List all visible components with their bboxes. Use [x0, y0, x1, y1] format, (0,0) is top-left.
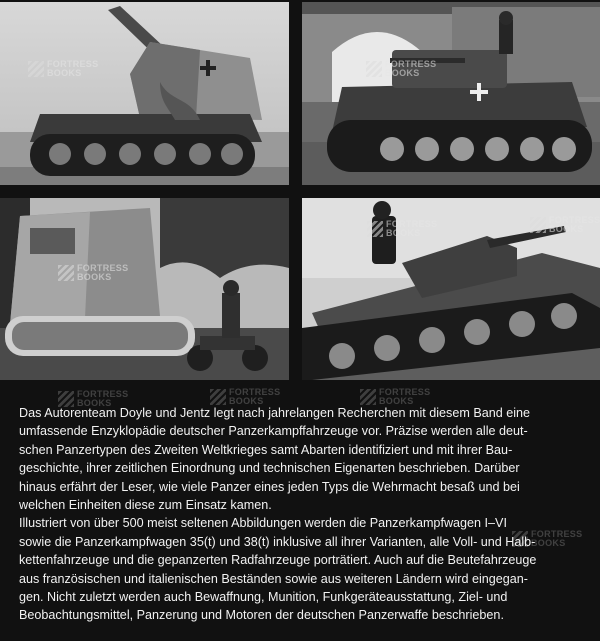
publisher-logo-icon [210, 389, 226, 405]
watermark-line2: BOOKS [229, 396, 264, 406]
watermark-line2: BOOKS [531, 538, 566, 548]
description-line: Das Autorenteam Doyle und Jentz legt nach jahrelangen Recherchen mit diesem Band eine [19, 406, 531, 420]
photo-tank-under-arch [302, 2, 600, 185]
watermark-line1: FORTRESS [531, 529, 583, 539]
arch-tank-image [302, 2, 600, 185]
book-description [19, 404, 587, 625]
watermark-line2: BOOKS [77, 398, 112, 408]
watermark-line1: FORTRESS [385, 59, 437, 69]
description-line: welchen Einheiten diese zum Einsatz kamen. [19, 498, 272, 513]
watermark-line2: BOOKS [379, 396, 414, 406]
watermark-line1: FORTRESS [229, 387, 281, 397]
photo-light-tank [302, 198, 600, 380]
howitzer-image [0, 2, 289, 185]
description-line: Beobachtungsmittel, Panzerung und Motoren der deutschen Panzerwaffe beschrieben. [19, 608, 504, 623]
watermark-line1: FORTRESS [47, 59, 99, 69]
watermark-line1: FORTRESS [549, 215, 600, 225]
publisher-logo-icon [360, 389, 376, 405]
description-line: aus französischen und italienischen Beständen sowie aus weiteren Ländern wird eingegan- [19, 571, 528, 586]
watermark-line1: FORTRESS [386, 219, 438, 229]
description-line: sowie die Panzerkampfwagen 35(t) und 38(t) inklusive all ihrer Varianten, alle Voll- und Halb- [19, 534, 536, 549]
watermark-line1: FORTRESS [77, 389, 129, 399]
description-line: Illustriert von über 500 meist seltenen Abbildungen werden die Panzerkampfwagen I–VI [19, 516, 507, 531]
description-line: umfassende Enzyklopädie deutscher Panzerkampffahrzeuge vor. Präzise werden alle deut- [19, 424, 528, 439]
watermark-line2: BOOKS [549, 224, 584, 234]
watermark-line1: FORTRESS [77, 263, 129, 273]
photo-self-propelled-howitzer [0, 2, 289, 185]
watermark-line1: FORTRESS [379, 387, 431, 397]
light-tank-image [302, 198, 600, 380]
watermark-line2: BOOKS [77, 272, 112, 282]
watermark-line2: BOOKS [385, 68, 420, 78]
photo-wrecked-assault-gun [0, 198, 289, 380]
description-line: gen. Nicht zuletzt werden auch Bewaffnung, Munition, Funkgeräteausstattung, Ziel- und [19, 590, 508, 605]
description-line: schen Panzertypen des Zweiten Weltkrieges samt Abarten identifiziert und mit ihrer Bau- [19, 442, 513, 457]
wreck-image [0, 198, 289, 380]
watermark-line2: BOOKS [47, 68, 82, 78]
description-line: hinaus erfährt der Leser, wie viele Panzer eines jeden Typs die Wehrmacht besaß und bei [19, 479, 520, 494]
description-line: geschichte, ihrer zeitlichen Einordnung und technischen Eigenarten beschrieben. Darüber [19, 461, 520, 476]
description-line: kettenfahrzeuge und die gepanzerten Radfahrzeuge porträtiert. Auch auf die Beutefahrzeuge [19, 553, 537, 568]
watermark-line2: BOOKS [386, 228, 421, 238]
